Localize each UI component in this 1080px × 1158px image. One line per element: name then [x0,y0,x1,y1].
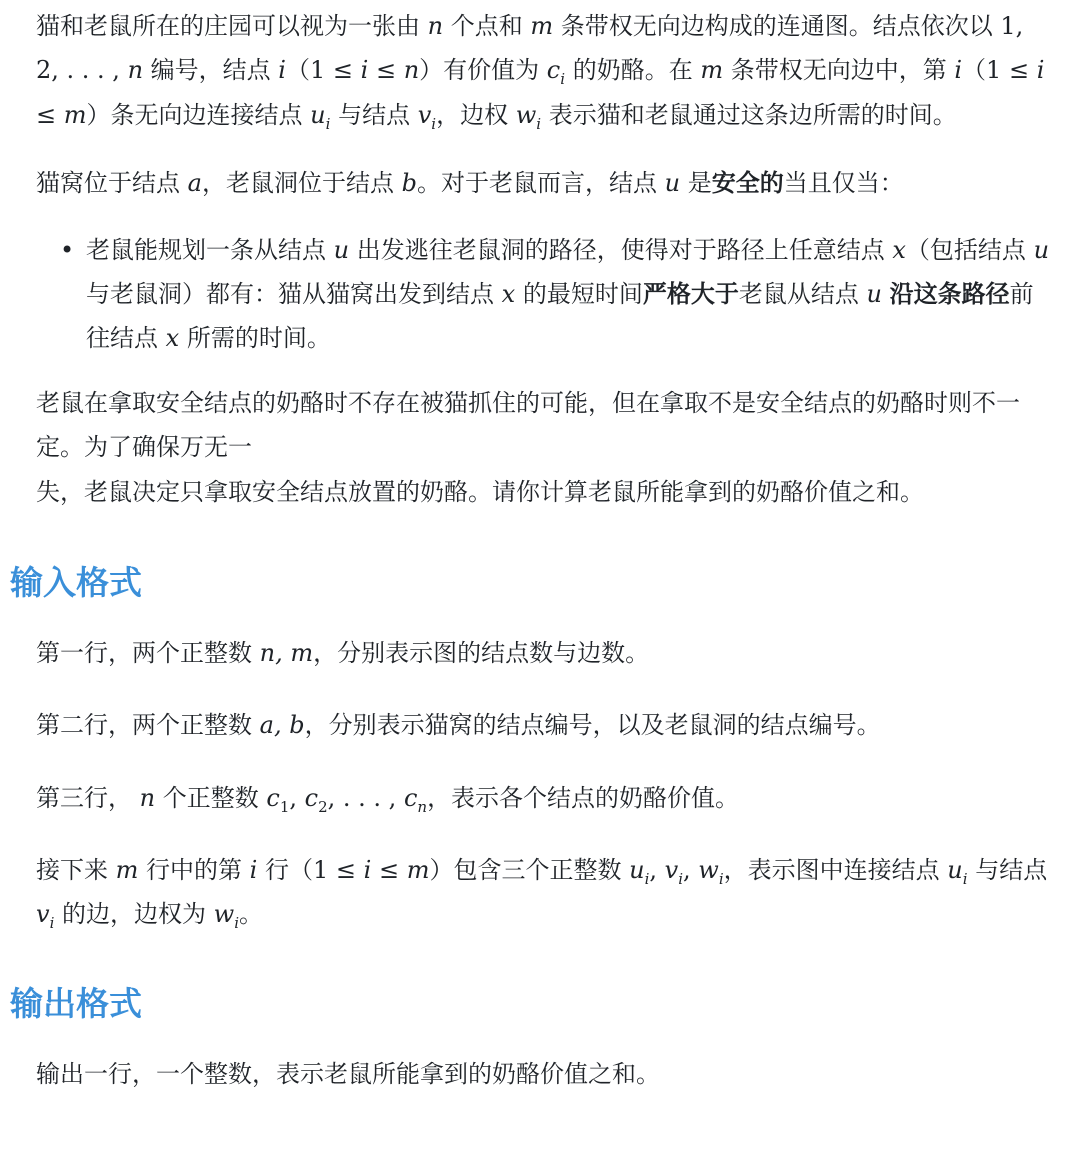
math-subscript: i [536,114,542,133]
text: ，分别表示猫窝的结点编号，以及老鼠洞的结点编号。 [304,711,881,740]
input-line-1 [10,631,1050,675]
math-i: i [360,56,369,85]
text: 条带权无向边中，第 [723,56,955,85]
text: 与老鼠洞）都有：猫从猫窝出发到结点 [86,279,502,308]
math-c: c [403,783,418,812]
math-w: w [698,855,719,884]
text: （ [962,56,987,85]
math-x: x [892,235,906,264]
math-m: m [115,855,139,884]
math-u: u [664,169,681,198]
math-n: n [127,56,144,85]
text: ，表示各个结点的奶酪价值。 [427,783,740,812]
text: （ [285,56,310,85]
math-u: u [866,279,882,308]
math-leq: ≤ [371,855,407,884]
math-subscript: i [678,869,684,888]
text: 的最短时间 [515,279,643,308]
text: ）条无向边连接结点 [86,100,311,129]
math-separator: , [649,855,665,884]
text: 当且仅当： [783,169,904,198]
bold-text: 严格大于 [642,279,739,308]
math-n-m: n, m [259,638,314,667]
text: 第三行， [36,783,140,812]
math-i: i [363,855,372,884]
text: 编号，结点 [143,56,279,85]
input-line-2 [10,703,1050,747]
math-m: m [406,855,430,884]
math-a-b: a, b [259,711,305,740]
math-c: c [546,56,561,85]
math-w: w [515,100,537,129]
text: 老鼠能规划一条从结点 [86,235,334,264]
output-format-heading: 输出格式 [10,983,142,1023]
description-paragraph-graph [10,0,1050,137]
math-c: c [266,783,280,812]
text: 第一行，两个正整数 [36,638,260,667]
math-m: m [63,100,87,129]
safe-condition-list [10,228,1050,361]
text: 行（ [257,855,313,884]
math-subscript: 2 [318,797,328,816]
problem-content [10,0,1050,1096]
text: 猫和老鼠所在的庄园可以视为一张由 [36,12,428,40]
text: 前往结点 [86,279,1034,353]
math-m: m [530,12,554,40]
list-item [60,228,1050,361]
text: ，分别表示图的结点数与边数。 [313,638,650,667]
description-paragraph-goal [10,381,1050,514]
math-a: a [187,169,202,198]
text: 的奶酪。在 [565,56,701,85]
math-n: n [139,783,156,812]
math-v: v [36,900,50,929]
text: 条带权无向边构成的连通图。结点依次以 [553,12,1001,40]
math-i: i [278,56,286,85]
math-i: i [954,56,963,85]
math-v: v [664,855,679,884]
math-subscript: i [431,114,437,133]
math-u: u [310,100,326,129]
math-separator: , [683,855,699,884]
input-line-4 [10,848,1050,937]
math-leq: ≤ [36,100,64,129]
math-b: b [401,169,417,198]
math-subscript: 1 [279,797,290,816]
text: （包括结点 [905,235,1034,264]
text: 。对于老鼠而言，结点 [416,169,665,198]
math-subscript: i [560,70,566,89]
math-x: x [501,279,516,308]
math-u: u [1033,235,1050,264]
text: ）有价值为 [419,56,547,85]
text [882,280,890,308]
text: 个正整数 [155,783,267,812]
description-paragraph-safe [10,161,1050,205]
math-u: u [333,235,350,264]
text: 与结点 [330,100,418,129]
math-subscript: i [49,914,55,933]
math-w: w [213,900,235,929]
math-sequence: 1, 2, . . . , [36,12,1024,85]
math-range: 1 ≤ [313,855,364,884]
text: 猫窝位于结点 [36,169,188,198]
math-subscript: i [718,869,724,888]
text: ，边权 [436,100,516,129]
text: 老鼠在拿取安全结点的奶酪时不存在被猫抓住的可能，但在拿取不是安全结点的奶酪时则不一定。为了确保万无一 [36,388,1020,462]
math-n: n [427,12,444,40]
math-range: 1 ≤ [309,56,361,85]
text: ，老鼠洞位于结点 [201,169,402,198]
math-subscript: n [417,797,428,816]
text: 表示猫和老鼠通过这条边所需的时间。 [541,100,957,129]
output-line-1: 输出一行，一个整数，表示老鼠所能拿到的奶酪价值之和。 [36,1059,660,1088]
math-u: u [947,855,963,884]
math-m: m [700,56,724,85]
text: 的边，边权为 [54,900,214,929]
math-v: v [417,100,432,129]
text: 与结点 [967,855,1048,884]
text: ）包含三个正整数 [429,855,630,884]
bold-text: 沿这条路径 [889,279,1010,308]
math-n: n [403,56,420,85]
text: 所需的时间。 [179,324,331,353]
math-separator: , [289,783,305,812]
math-subscript: i [325,114,331,133]
math-subscript: i [234,914,239,933]
math-x: x [165,324,180,353]
input-format-heading: 输入格式 [10,562,142,602]
math-leq: ≤ [368,56,404,85]
math-subscript: i [644,869,650,888]
text: 是 [680,169,712,198]
math-i: i [249,855,258,884]
math-c: c [304,783,319,812]
math-u: u [629,855,645,884]
bold-text: 安全的 [711,169,784,198]
text: 出发逃往老鼠洞的路径，使得对于路径上任意结点 [349,235,893,264]
bullet-icon: • [60,235,75,264]
math-separator: , . . . , [327,783,404,812]
math-range: 1 ≤ [986,56,1037,85]
text: 个点和 [443,12,531,40]
text: ，表示图中连接结点 [723,855,948,884]
text: 。 [239,900,263,929]
input-line-3 [10,776,1050,820]
text: 行中的第 [138,855,250,884]
text: 第二行，两个正整数 [36,711,260,740]
math-i: i [1036,56,1045,85]
text: 失，老鼠决定只拿取安全结点放置的奶酪。请你计算老鼠所能拿到的奶酪价值之和。 [36,477,924,506]
math-subscript: i [962,869,968,888]
text: 接下来 [36,855,116,884]
text: 老鼠从结点 [738,279,867,308]
